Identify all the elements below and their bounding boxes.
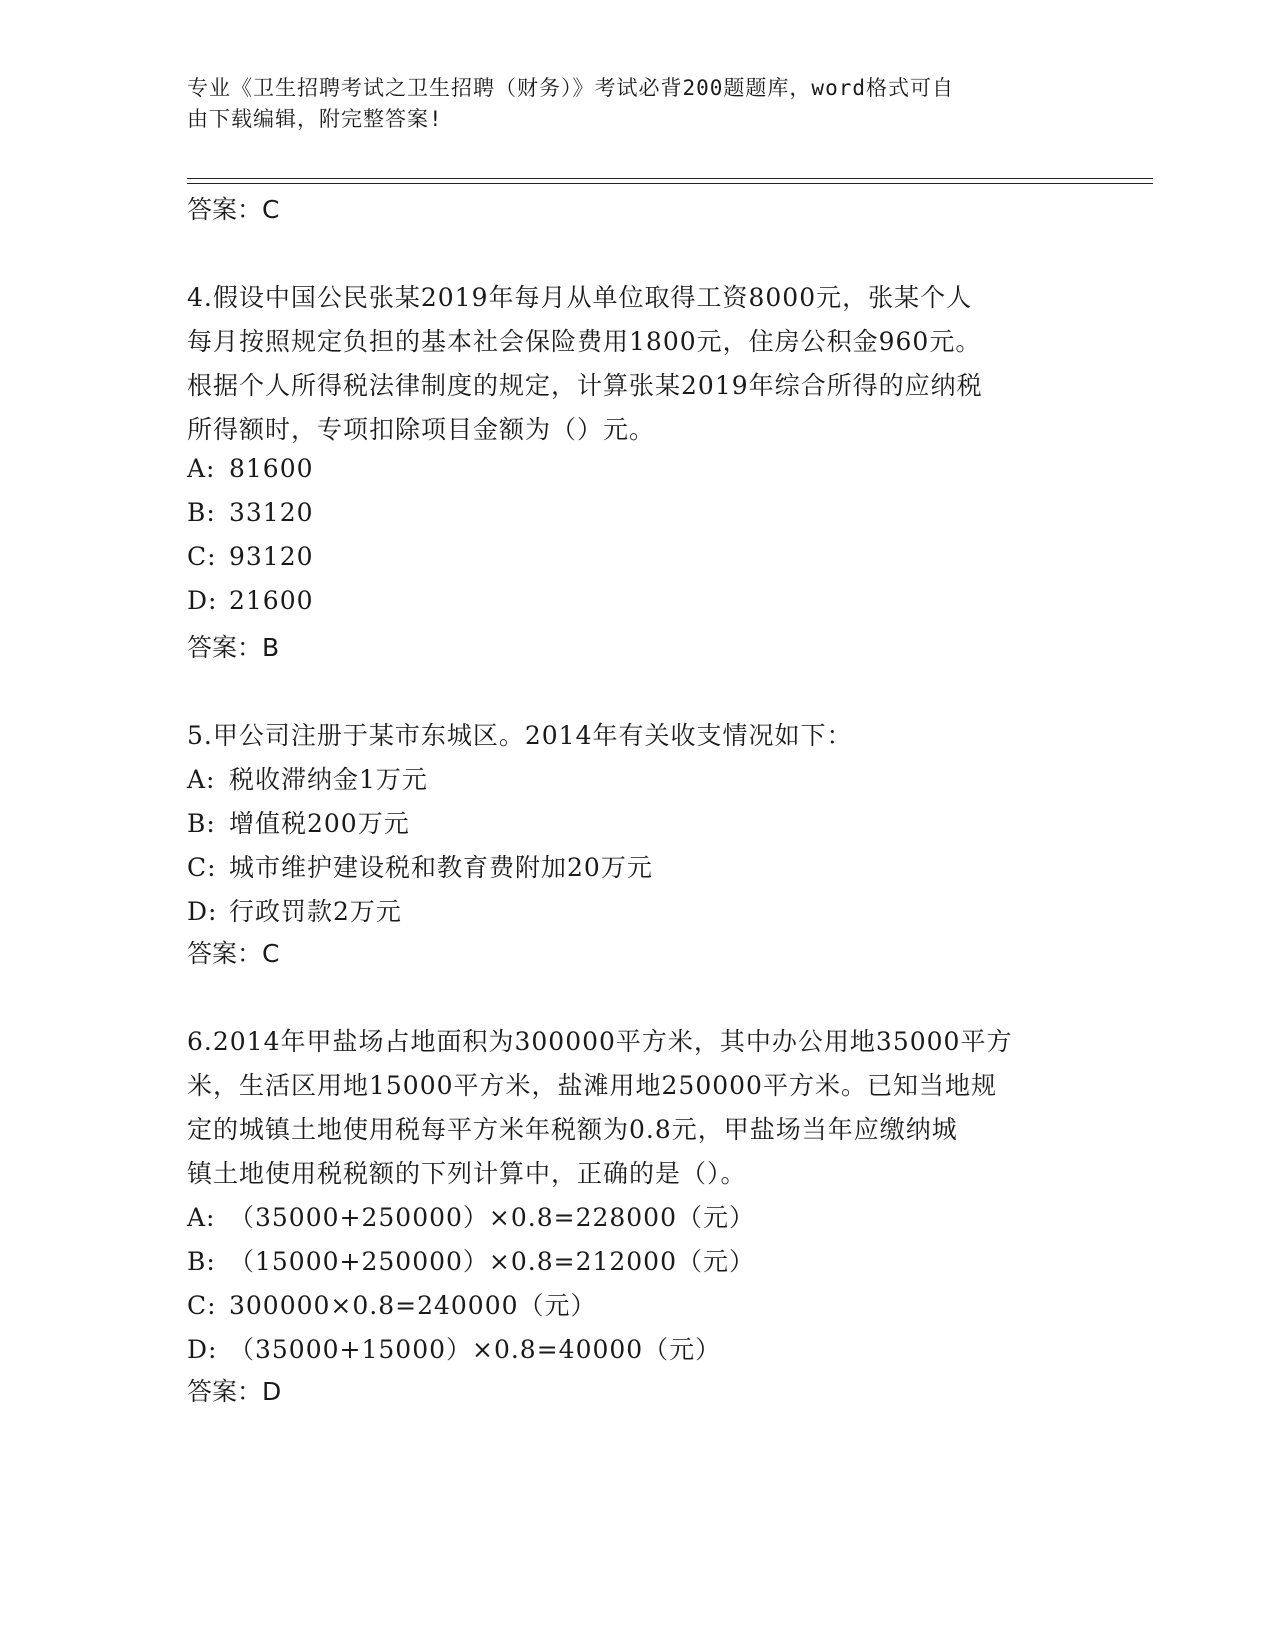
option-label: C: <box>187 853 217 882</box>
question-5-option-a <box>187 760 428 796</box>
header-divider-bottom <box>187 183 1153 184</box>
option-label: D: <box>187 1335 218 1364</box>
option-text: 税收滞纳金1万元 <box>229 765 428 794</box>
question-6-option-d <box>187 1330 721 1366</box>
option-label: C: <box>187 1291 217 1320</box>
question-4-option-c <box>187 542 314 571</box>
question-6-option-b <box>187 1242 755 1278</box>
question-6-answer: 答案：D <box>187 1377 282 1406</box>
header-line-1: 专业《卫生招聘考试之卫生招聘（财务）》考试必背200题题库，word格式可自 <box>187 76 954 100</box>
option-label: A: <box>187 765 216 794</box>
option-text: 33120 <box>229 498 314 527</box>
option-text: 城市维护建设税和教育费附加20万元 <box>229 853 653 882</box>
question-6-line-3: 定的城镇土地使用税每平方米年税额为0.8元，甲盐场当年应缴纳城 <box>187 1115 958 1144</box>
option-label: B: <box>187 1247 216 1276</box>
question-4-option-a <box>187 454 314 483</box>
option-label: A: <box>187 454 216 483</box>
option-label: B: <box>187 498 216 527</box>
question-6-option-a <box>187 1198 755 1234</box>
option-label: C: <box>187 542 217 571</box>
option-text: （35000+15000）×0.8=40000（元） <box>229 1335 722 1364</box>
question-4-line-1: 4.假设中国公民张某2019年每月从单位取得工资8000元，张某个人 <box>187 283 973 312</box>
option-text: 81600 <box>229 454 314 483</box>
option-text: 21600 <box>229 586 314 615</box>
header-divider-top <box>187 178 1153 179</box>
question-5-option-b <box>187 804 410 840</box>
header-line-2: 由下载编辑，附完整答案! <box>187 107 443 131</box>
option-text: 300000×0.8=240000（元） <box>229 1291 597 1320</box>
question-5-option-d <box>187 892 402 928</box>
option-text: （35000+250000）×0.8=228000（元） <box>229 1203 755 1232</box>
option-label: A: <box>187 1203 216 1232</box>
option-text: （15000+250000）×0.8=212000（元） <box>229 1247 755 1276</box>
question-4-line-2: 每月按照规定负担的基本社会保险费用1800元，住房公积金960元。 <box>187 327 982 356</box>
question-6-option-c <box>187 1286 597 1322</box>
question-4-option-d <box>187 586 314 615</box>
question-4-answer: 答案：B <box>187 633 280 662</box>
question-5-option-c <box>187 848 653 884</box>
question-5-line-1: 5.甲公司注册于某市东城区。2014年有关收支情况如下： <box>187 721 853 750</box>
option-label: D: <box>187 586 218 615</box>
question-4-line-4: 所得额时，专项扣除项目金额为（）元。 <box>187 415 656 444</box>
answer-line: 答案：C <box>187 195 280 224</box>
option-text: 93120 <box>229 542 314 571</box>
question-6-line-1: 6.2014年甲盐场占地面积为300000平方米，其中办公用地35000平方 <box>187 1027 1013 1056</box>
option-text: 行政罚款2万元 <box>229 897 402 926</box>
question-4-option-b <box>187 498 314 527</box>
question-6-line-4: 镇土地使用税税额的下列计算中，正确的是（）。 <box>187 1159 747 1188</box>
question-5-answer: 答案：C <box>187 939 280 968</box>
question-6-line-2: 米，生活区用地15000平方米，盐滩用地250000平方米。已知当地规 <box>187 1071 997 1100</box>
question-4-line-3: 根据个人所得税法律制度的规定，计算张某2019年综合所得的应纳税 <box>187 371 983 400</box>
option-text: 增值税200万元 <box>229 809 410 838</box>
option-label: D: <box>187 897 218 926</box>
option-label: B: <box>187 809 216 838</box>
document-header <box>187 73 1067 135</box>
